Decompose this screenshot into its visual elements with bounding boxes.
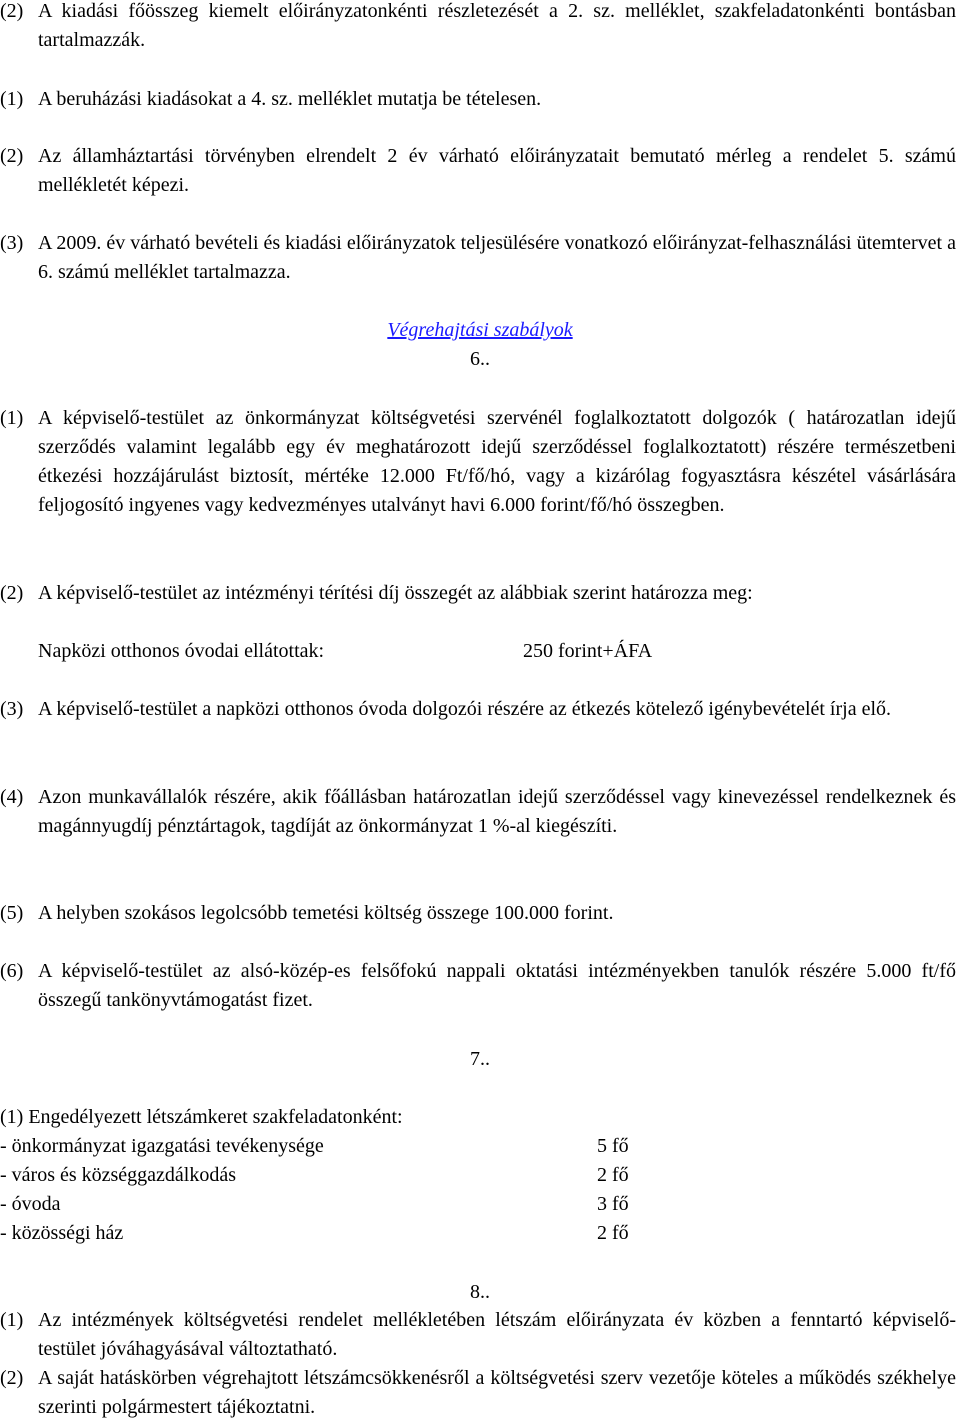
paragraph-text: Az államháztartási törvényben elrendelt 2 év várható előirányzatait bemutató mérleg a rendelet 5. számú mellékletét képezi. (38, 145, 956, 196)
paragraph-number: (2) (0, 582, 24, 604)
paragraph-number: (6) (0, 960, 24, 982)
paragraph-6-1 (0, 404, 956, 520)
paragraph-text: A beruházási kiadásokat a 4. sz. melléklet mutatja be tételesen. (38, 88, 542, 110)
staff-value: 3 fő (597, 1193, 629, 1215)
paragraph-6-5 (0, 899, 956, 928)
paragraph-6-6 (0, 957, 956, 1015)
paragraph-text: A helyben szokásos legolcsóbb temetési költség összege 100.000 forint. (38, 902, 614, 924)
paragraph-number: (5) (0, 902, 24, 924)
fee-label: Napközi otthonos óvodai ellátottak: (38, 640, 325, 662)
fee-value: 250 forint+ÁFA (523, 640, 653, 662)
paragraph-text: A képviselő-testület az intézményi térítési díj összegét az alábbiak szerint határozza meg: (38, 582, 753, 604)
section-6-title: 6.. (470, 348, 490, 370)
section-7-title: 7.. (470, 1048, 490, 1070)
paragraph-number: (2) (0, 0, 24, 22)
staff-value: 2 fő (597, 1222, 629, 1244)
staff-value: 5 fő (597, 1135, 629, 1157)
paragraph-top-2 (0, 0, 956, 55)
paragraph-text: A 2009. év várható bevételi és kiadási előirányzatok teljesülésére vonatkozó előirányzat-felhasználási ütemtervet a 6. számú melléklet tartalmazza. (38, 232, 956, 283)
paragraph-text: A képviselő-testület az önkormányzat költségvetési szervénél foglalkoztatott dolgozók ( határozatlan idejű szerződés valamint legalább egy év meghatározott idejű szerződéssel foglalkoztatott) részére természetbeni étkezési hozzájárulást biztosít, mértéke 12.000 Ft/fő/hó, vagy a kizárólag fogyasztásra készétel vásárlására feljogosító ingyenes vagy kedvezményes utalványt havi 6.000 forint/fő/hó összegben. (38, 407, 956, 516)
paragraph-text: A saját hatáskörben végrehajtott létszámcsökkenésről a költségvetési szerv vezetője köteles a működés székhelye szerinti polgármestert tájékoztatni. (38, 1367, 956, 1418)
paragraph-number: (4) (0, 786, 24, 808)
paragraph-text: A képviselő-testület a napközi otthonos óvoda dolgozói részére az étkezés kötelező igénybevételét írja elő. (38, 698, 892, 720)
paragraph-6-3 (0, 695, 956, 724)
staff-label: - óvoda (0, 1193, 61, 1215)
section-8-title: 8.. (470, 1281, 490, 1303)
staff-label: - város és községgazdálkodás (0, 1164, 237, 1186)
paragraph-text: A képviselő-testület az alsó-közép-es felsőfokú nappali oktatási intézményekben tanulók részére 5.000 ft/fő összegű tankönyvtámogatást fizet. (38, 960, 956, 1011)
paragraph-6-4 (0, 783, 956, 841)
staff-label: - közösségi ház (0, 1222, 124, 1244)
paragraph-5-3 (0, 229, 956, 287)
paragraph-8-1 (0, 1306, 956, 1364)
paragraph-text: Azon munkavállalók részére, akik főállásban határozatlan idejű szerződéssel vagy kinevezéssel rendelkeznek és magánnyugdíj pénztártagok, tagdíját az önkormányzat 1 %-al kiegészíti. (38, 786, 956, 837)
staff-value: 2 fő (597, 1164, 629, 1186)
heading-link[interactable]: Végrehajtási szabályok (387, 319, 573, 341)
paragraph-number: (3) (0, 232, 24, 254)
paragraph-number: (1) (0, 1309, 24, 1331)
paragraph-number: (3) (0, 698, 24, 720)
paragraph-text: A kiadási főösszeg kiemelt előirányzatonkénti részletezését a 2. sz. melléklet, szakfeladatonkénti bontásban tartalmazzák. (38, 0, 956, 51)
paragraph-number: (1) (0, 88, 24, 110)
paragraph-5-1 (0, 85, 956, 114)
paragraph-text: Az intézmények költségvetési rendelet mellékletében létszám előirányzata év közben a fenntartó képviselő-testület jóváhagyásával változtatható. (38, 1309, 956, 1360)
paragraph-number: (2) (0, 1367, 24, 1389)
paragraph-6-2 (0, 579, 956, 608)
paragraph-5-2 (0, 142, 956, 200)
paragraph-number: (2) (0, 145, 24, 167)
section-heading (0, 316, 960, 345)
staff-label: - önkormányzat igazgatási tevékenysége (0, 1135, 324, 1157)
paragraph-8-2 (0, 1364, 956, 1422)
paragraph-number: (1) (0, 407, 24, 429)
intro-text: (1) Engedélyezett létszámkeret szakfeladatonként: (0, 1106, 403, 1128)
